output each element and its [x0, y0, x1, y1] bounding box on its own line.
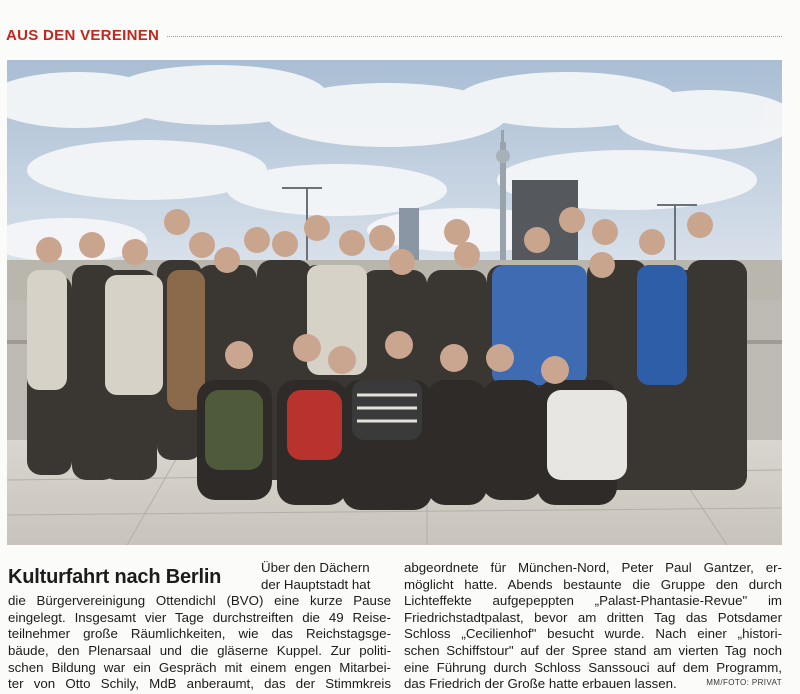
- text-line: möglicht hatte. Abends bestaunte die Gruppe den durch: [404, 576, 782, 592]
- dotted-rule: [167, 36, 782, 37]
- group-photo: [7, 60, 782, 545]
- text-line: abgeordnete für München-Nord, Peter Paul Gantzer, er-: [404, 560, 782, 575]
- text-line: die Bürgervereinigung Ottendichl (BVO) eine kurze Pause: [8, 593, 391, 609]
- article-column-right: [404, 560, 782, 693]
- text-line: Friedrichstadtpalast, bevor am dritten Tag das Potsdamer: [404, 609, 782, 625]
- text-line: Über den Dächern: [261, 560, 370, 575]
- text-line: schen Bildung war ein Gespräch mit einem engen Mitarbei-: [8, 659, 391, 675]
- text-line: Lichteffekte aufgepeppten „Palast-Phantasie-Revue" im: [404, 593, 782, 609]
- group-photo-image: [7, 60, 782, 545]
- section-title: AUS DEN VEREINEN: [6, 26, 160, 44]
- photo-credit: MM/FOTO: PRIVAT: [706, 678, 782, 687]
- article-headline: Kulturfahrt nach Berlin: [8, 566, 222, 588]
- text-line: eine Führung durch Schloss Sanssouci auf dem Programm,: [404, 659, 782, 675]
- text-line: Schloss „Cecilienhof" besucht wurde. Nach einer „histori-: [404, 626, 782, 642]
- text-line: schen Schiffstour" auf der Spree stand am vierten Tag noch: [404, 642, 782, 658]
- text-line: teilnehmer große Räumlichkeiten, wie das Reichstagsge-: [8, 626, 391, 642]
- text-line: ter von Otto Schily, MdB anberaumt, das der Stimmkreis: [8, 676, 391, 692]
- text-line: eingelegt. Insgesamt vier Tage durchstreiften die 49 Reise-: [8, 609, 391, 625]
- text-line: das Friedrich der Große hatte erbauen lassen.: [404, 676, 677, 692]
- article-column-left: [8, 560, 391, 693]
- section-header: [6, 24, 782, 46]
- text-line: der Hauptstadt hat: [261, 576, 371, 592]
- text-line: bäude, den Plenarsaal und die gläserne Kuppel. Zur politi-: [8, 642, 391, 658]
